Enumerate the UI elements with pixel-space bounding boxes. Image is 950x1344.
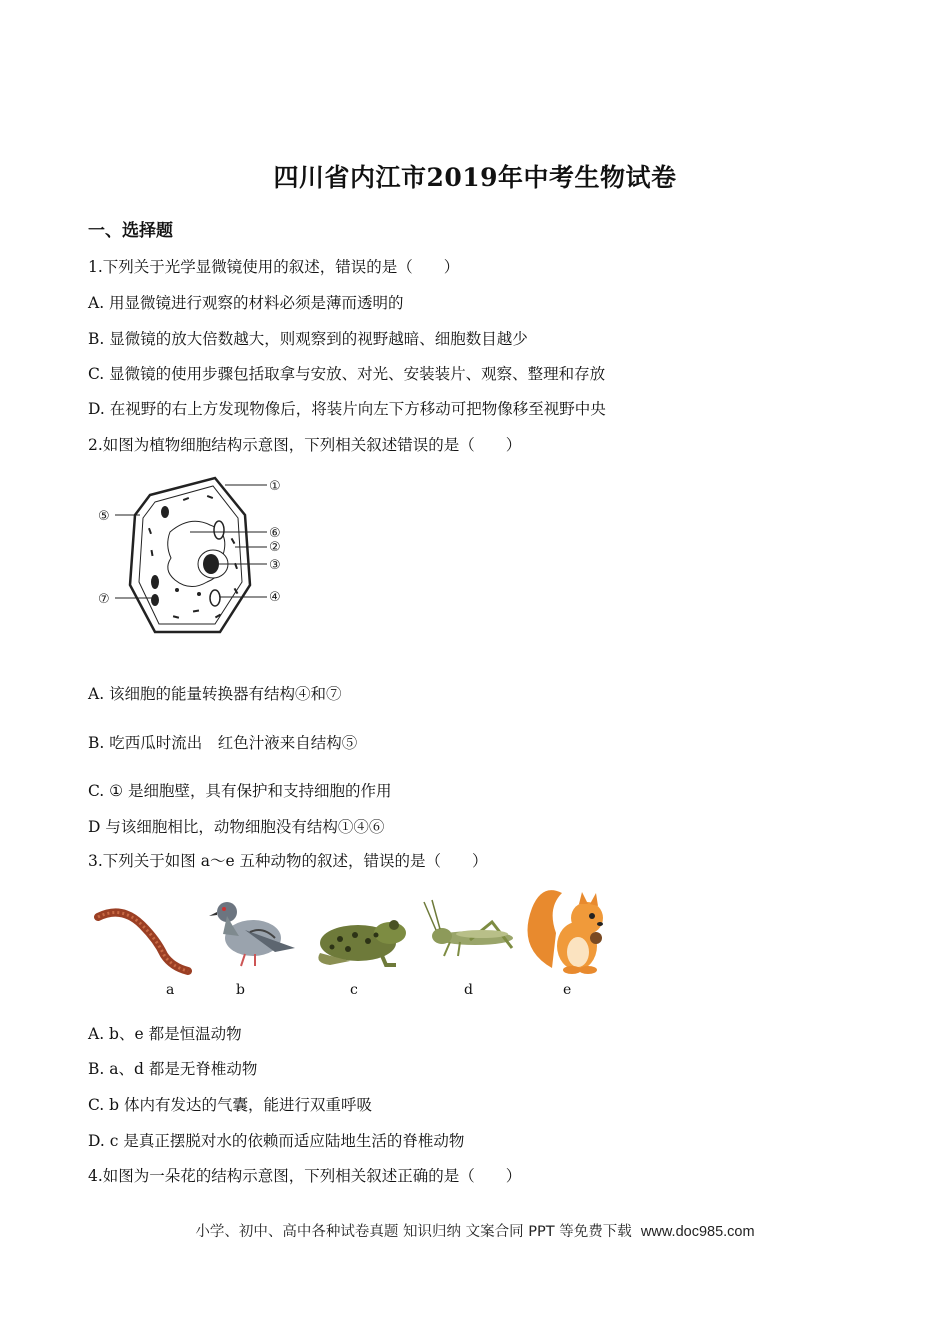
cell-label-2: ② xyxy=(269,540,281,555)
cell-label-1: ① xyxy=(269,479,281,494)
q3-option-b: B. a、d 都是无脊椎动物 xyxy=(88,1060,258,1078)
q1-option-c: C. 显微镜的使用步骤包括取拿与安放、对光、安装装片、观察、整理和存放 xyxy=(88,365,606,383)
q1-option-a: A. 用显微镜进行观察的材料必须是薄而透明的 xyxy=(88,294,404,312)
cell-label-7: ⑦ xyxy=(98,592,110,607)
q2-option-b: B. 吃西瓜时流出 红色汁液来自结构⑤ xyxy=(88,734,358,752)
q3-option-c: C. b 体内有发达的气囊，能进行双重呼吸 xyxy=(88,1096,373,1114)
q3-stem: 3.下列关于如图 a～e 五种动物的叙述，错误的是（ ） xyxy=(88,852,488,870)
q2-stem: 2.如图为植物细胞结构示意图，下列相关叙述错误的是（ ） xyxy=(88,436,522,454)
plant-cell-diagram xyxy=(95,470,305,640)
cell-label-3: ③ xyxy=(269,558,281,573)
footer xyxy=(0,1220,950,1241)
earthworm-image xyxy=(92,905,197,980)
q2-option-a: A. 该细胞的能量转换器有结构④和⑦ xyxy=(88,685,342,703)
q1-option-d: D. 在视野的右上方发现物像后，将装片向左下方移动可把物像移至视野中央 xyxy=(88,400,606,418)
grasshopper-image xyxy=(420,898,520,968)
squirrel-image xyxy=(522,878,612,976)
q2-option-c: C. ① 是细胞壁，具有保护和支持细胞的作用 xyxy=(88,782,392,800)
animal-label-a: a xyxy=(166,982,175,998)
q3-option-d: D. c 是真正摆脱对水的依赖而适应陆地生活的脊椎动物 xyxy=(88,1132,465,1150)
animal-label-d: d xyxy=(464,982,473,998)
q3-option-a: A. b、e 都是恒温动物 xyxy=(88,1025,242,1043)
q1-option-b: B. 显微镜的放大倍数越大，则观察到的视野越暗、细胞数目越少 xyxy=(88,330,528,348)
footer-url-link[interactable]: www.doc985.com xyxy=(640,1224,755,1240)
frog-image xyxy=(310,905,410,970)
q4-stem: 4.如图为一朵花的结构示意图，下列相关叙述正确的是（ ） xyxy=(88,1167,522,1185)
cell-label-6: ⑥ xyxy=(269,526,281,541)
cell-label-4: ④ xyxy=(269,590,281,605)
section-heading: 一、选择题 xyxy=(88,221,173,241)
q2-option-d: D 与该细胞相比，动物细胞没有结构①④⑥ xyxy=(88,818,385,836)
animal-label-b: b xyxy=(236,982,245,998)
cell-label-5: ⑤ xyxy=(98,509,110,524)
animal-label-c: c xyxy=(350,982,358,998)
footer-text: 小学、初中、高中各种试卷真题 知识归纳 文案合同 PPT 等免费下载 xyxy=(195,1224,632,1240)
pigeon-image xyxy=(205,890,300,975)
animal-label-e: e xyxy=(563,982,572,998)
page-title: 四川省内江市2019年中考生物试卷 xyxy=(273,163,677,192)
q1-stem: 1.下列关于光学显微镜使用的叙述，错误的是（ ） xyxy=(88,258,460,276)
